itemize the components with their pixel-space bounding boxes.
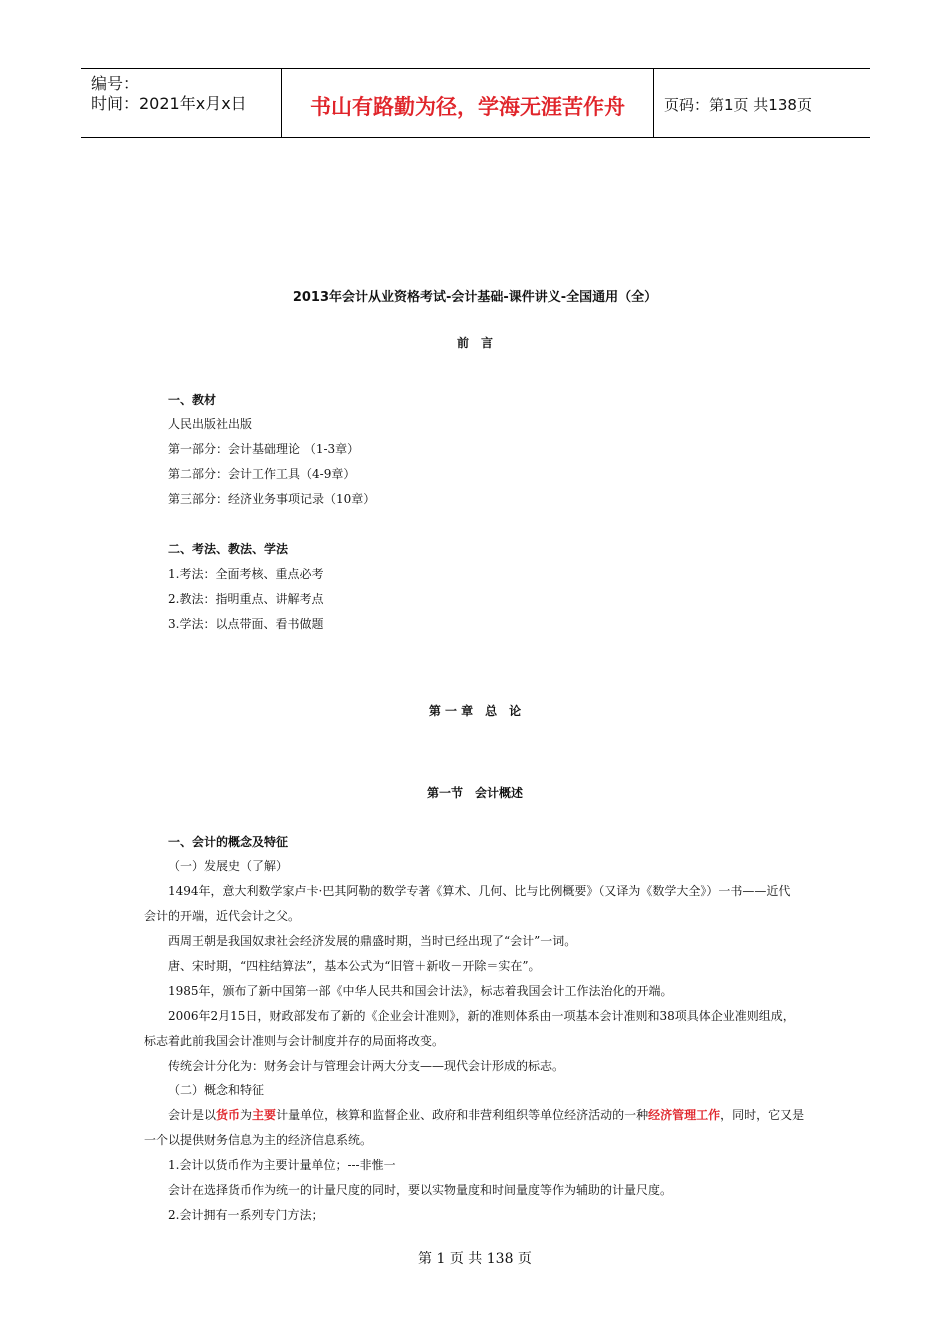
section-heading: 一、教材	[168, 393, 217, 407]
section-heading: 二、考法、教法、学法	[168, 542, 289, 556]
paragraph: 2006年2月15日，财政部发布了新的《企业会计准则》，新的准则体系由一项基本会计准则和38项具体企业准则组成，	[168, 1009, 795, 1023]
number-label: 编号：	[91, 74, 140, 93]
text-span: 会计是以	[168, 1108, 217, 1122]
paragraph: 会计的开端，近代会计之父。	[144, 909, 301, 923]
concept-heading: （二）概念和特征	[168, 1083, 265, 1097]
list-item: 第一部分：会计基础理论 （1-3章）	[168, 442, 360, 456]
page-info: 页码：第1页 共138页	[664, 96, 812, 114]
paragraph: 一个以提供财务信息为主的经济信息系统。	[144, 1133, 373, 1147]
list-item: 人民出版社出版	[168, 417, 253, 431]
text-span: ，同时，它又是	[720, 1108, 805, 1122]
chapter-heading: 第 一 章 总 论	[428, 704, 522, 718]
time-label: 时间：2021年x月x日	[91, 94, 247, 113]
history-heading: （一）发展史（了解）	[168, 859, 289, 873]
paragraph: 传统会计分化为：财务会计与管理会计两大分支——现代会计形成的标志。	[168, 1059, 565, 1073]
page-header	[81, 68, 870, 138]
preface-heading: 前 言	[456, 336, 493, 350]
definition-paragraph	[168, 1107, 804, 1123]
list-item: 1.考法：全面考核、重点必考	[168, 567, 324, 581]
text-span: 为	[240, 1108, 253, 1122]
paragraph: 1494年，意大利数学家卢卡·巴其阿勒的数学专著《算术、几何、比与比例概要》（又译为《数学大全》）一书——近代	[168, 884, 791, 898]
list-item: 第三部分：经济业务事项记录（10章）	[168, 492, 376, 506]
paragraph: 1985年，颁布了新中国第一部《中华人民共和国会计法》，标志着我国会计工作法治化的开端。	[168, 984, 673, 998]
list-item: 2.教法：指明重点、讲解考点	[168, 592, 324, 606]
section-title: 第一节 会计概述	[426, 786, 523, 800]
paragraph: 1.会计以货币作为主要计量单位；---非惟一	[168, 1158, 396, 1172]
header-info-cell	[81, 69, 282, 137]
document-title: 2013年会计从业资格考试-会计基础-课件讲义-全国通用（全）	[292, 290, 658, 305]
paragraph: 标志着此前我国会计准则与会计制度并存的局面将改变。	[144, 1034, 445, 1048]
header-page-cell	[654, 69, 870, 137]
header-motto-cell	[282, 69, 654, 137]
list-item: 第二部分：会计工作工具（4-9章）	[168, 467, 356, 481]
paragraph: 2.会计拥有一系列专门方法；	[168, 1208, 324, 1222]
paragraph: 唐、宋时期，“四柱结算法”，基本公式为“旧管＋新收－开除＝实在”。	[168, 959, 541, 973]
subsection-heading: 一、会计的概念及特征	[168, 835, 289, 849]
paragraph: 西周王朝是我国奴隶社会经济发展的鼎盛时期，当时已经出现了“会计”一词。	[168, 934, 577, 948]
list-item: 3.学法：以点带面、看书做题	[168, 617, 324, 631]
highlight-main: 主要	[252, 1108, 277, 1122]
page-footer: 第 1 页 共 138 页	[418, 1251, 532, 1267]
motto: 书山有路勤为径，学海无涯苦作舟	[310, 95, 625, 119]
highlight-currency: 货币	[216, 1108, 241, 1122]
text-span: 计量单位，核算和监督企业、政府和非营利组织等单位经济活动的一种	[276, 1108, 649, 1122]
highlight-management: 经济管理工作	[648, 1108, 721, 1122]
paragraph: 会计在选择货币作为统一的计量尺度的同时，要以实物量度和时间量度等作为辅助的计量尺度。	[168, 1183, 673, 1197]
